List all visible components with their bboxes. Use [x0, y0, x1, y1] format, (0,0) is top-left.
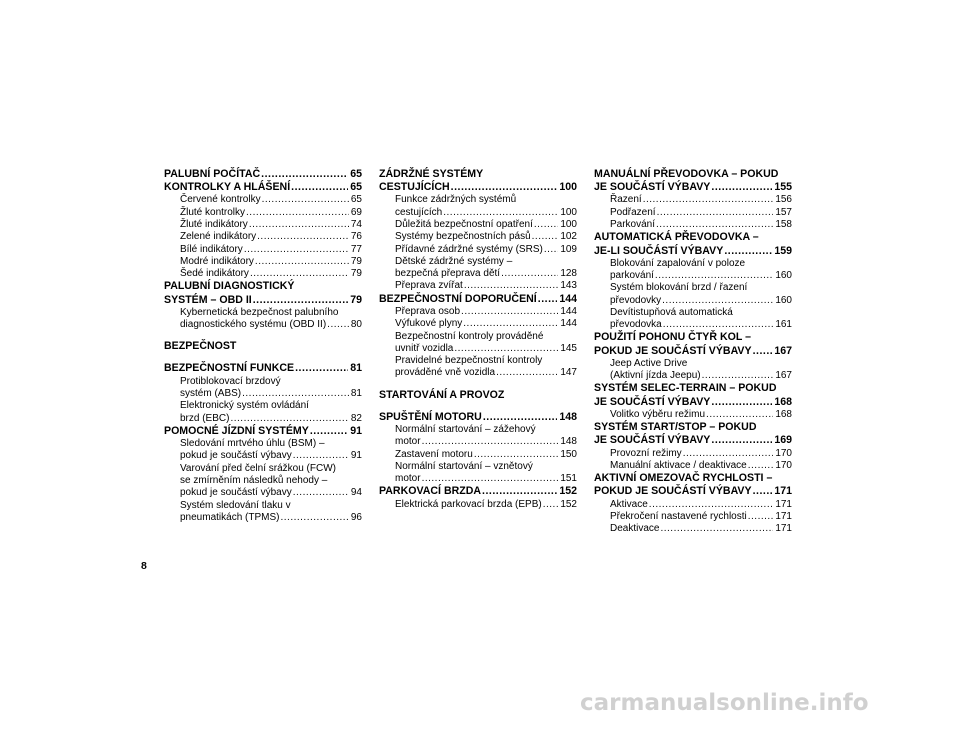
toc-entry — [594, 409, 792, 421]
dot-leader — [711, 396, 772, 409]
toc-entry — [164, 194, 362, 206]
dot-leader — [543, 499, 559, 511]
entry-title: diagnostického systému (OBD II) — [180, 319, 327, 331]
entry-title: Červené kontrolky — [180, 194, 261, 206]
toc-heading: MANUÁLNÍ PŘEVODOVKA – POKUD — [594, 168, 779, 180]
entry-title: (Aktivní jízda Jeepu) — [610, 370, 701, 382]
dot-leader — [482, 485, 557, 498]
dot-leader — [660, 523, 773, 535]
dot-leader — [711, 181, 772, 194]
dot-leader — [443, 207, 558, 219]
toc-heading — [164, 362, 362, 375]
entry-title: SPUŠTĚNÍ MOTORU — [379, 410, 482, 423]
toc-entry: Normální startování – zážehový — [395, 423, 536, 435]
entry-title: PALUBNÍ POČÍTAČ — [164, 168, 261, 180]
dot-leader — [538, 293, 558, 306]
toc-heading: PALUBNÍ DIAGNOSTICKÝ — [164, 280, 295, 293]
toc-entry: Systém sledování tlaku v — [180, 499, 291, 511]
toc-entry: Varování před čelní srážkou (FCW) — [180, 462, 336, 474]
toc-entry: Blokování zapalování v poloze — [610, 257, 746, 269]
entry-title: prováděné vně vozidla — [395, 367, 496, 379]
dot-leader — [748, 511, 774, 523]
entry-title: Řazení — [610, 194, 642, 206]
toc-entry — [379, 219, 577, 231]
page-ref: 170 — [775, 459, 792, 471]
dot-leader — [474, 449, 559, 461]
page-ref: 159 — [774, 244, 792, 257]
watermark: carmanualsonline.info — [580, 690, 869, 716]
entry-title: JE-LI SOUČÁSTÍ VÝBAVY — [594, 244, 724, 257]
toc-entry — [379, 207, 577, 219]
toc-entry: Systém blokování brzd / řazení — [610, 282, 748, 294]
dot-leader — [249, 219, 349, 231]
entry-title: POKUD JE SOUČÁSTÍ VÝBAVY — [594, 485, 752, 498]
toc-heading — [164, 425, 362, 438]
toc-entry — [379, 343, 577, 355]
page-ref: 102 — [560, 231, 577, 243]
dot-leader — [262, 194, 349, 206]
page-ref: 152 — [559, 485, 577, 498]
toc-entry: Pravidelné bezpečnostní kontroly — [395, 355, 543, 367]
toc-entry: Elektronický systém ovládání — [180, 400, 309, 412]
page-ref: 158 — [775, 219, 792, 230]
page-ref: 171 — [775, 523, 792, 535]
toc-entry — [164, 487, 362, 499]
dot-leader — [291, 181, 348, 194]
toc-entry: Protiblokovací brzdový — [180, 375, 281, 387]
page-ref: 80 — [350, 319, 362, 331]
page-ref: 65 — [350, 194, 362, 206]
page-ref: 91 — [350, 424, 362, 437]
toc-heading — [379, 485, 577, 498]
dot-leader — [461, 306, 558, 318]
dot-leader — [250, 268, 349, 280]
toc-heading — [594, 485, 792, 498]
toc-heading: AUTOMATICKÁ PŘEVODOVKA – — [594, 231, 759, 244]
page-ref: 155 — [774, 181, 792, 194]
entry-title: Důležitá bezpečnostní opatření — [395, 219, 533, 230]
page-ref: 168 — [774, 395, 792, 408]
entry-title: POKUD JE SOUČÁSTÍ VÝBAVY — [594, 344, 752, 357]
dot-leader — [753, 485, 773, 498]
entry-title: JE SOUČÁSTÍ VÝBAVY — [594, 434, 711, 447]
toc-entry — [379, 280, 577, 292]
dot-leader — [280, 512, 348, 524]
toc-entry — [594, 523, 792, 535]
page-ref: 65 — [350, 181, 362, 194]
dot-leader — [295, 362, 348, 375]
page-ref: 148 — [560, 436, 577, 448]
page-number: 8 — [141, 560, 147, 572]
page-ref: 100 — [560, 206, 577, 218]
dot-leader — [257, 231, 349, 243]
dot-leader — [663, 319, 774, 331]
dot-leader — [261, 168, 348, 181]
toc-heading — [594, 245, 792, 258]
page-ref: 167 — [775, 370, 792, 382]
entry-title: JE SOUČÁSTÍ VÝBAVY — [594, 181, 711, 194]
entry-title: převodovka — [610, 319, 662, 331]
dot-leader — [422, 473, 559, 485]
entry-title: Žluté kontrolky — [180, 206, 246, 218]
page-ref: 148 — [559, 410, 577, 423]
toc-entry: Sledování mrtvého úhlu (BSM) – — [180, 438, 325, 450]
toc-heading: SYSTÉM SELEC-TERRAIN – POKUD — [594, 382, 777, 395]
page-ref: 69 — [350, 206, 362, 218]
toc-entry — [594, 295, 792, 307]
toc-entry — [594, 270, 792, 282]
entry-title: BEZPEČNOSTNÍ FUNKCE — [164, 362, 295, 375]
toc-heading — [164, 181, 362, 194]
page-ref: 160 — [775, 270, 792, 281]
toc-entry — [594, 499, 792, 511]
dot-leader — [501, 268, 558, 280]
toc-entry — [164, 231, 362, 243]
page-ref: 81 — [350, 387, 362, 399]
page-ref: 171 — [774, 485, 792, 498]
toc-entry — [379, 473, 577, 485]
section-title: STARTOVÁNÍ A PROVOZ — [379, 388, 505, 401]
dot-leader — [534, 219, 558, 231]
page-ref: 161 — [775, 319, 792, 331]
toc-entry — [164, 413, 362, 425]
toc-heading — [164, 294, 362, 307]
entry-title: bezpečná přeprava dětí — [395, 268, 501, 280]
dot-leader — [451, 181, 558, 194]
page-ref: 150 — [560, 448, 577, 460]
page-ref: 151 — [560, 473, 577, 485]
entry-title: CESTUJÍCÍCH — [379, 181, 450, 194]
dot-leader — [532, 231, 559, 243]
toc-heading: ZÁDRŽNÉ SYSTÉMY — [379, 168, 484, 180]
toc-entry — [164, 207, 362, 219]
page-ref: 144 — [560, 318, 577, 330]
entry-title: Přeprava zvířat — [395, 280, 463, 292]
entry-title: uvnitř vozidla — [395, 342, 454, 354]
toc-heading — [379, 181, 577, 194]
page-ref: 145 — [560, 342, 577, 354]
entry-title: Šedé indikátory — [180, 268, 249, 280]
toc-heading — [594, 434, 792, 447]
page-ref: 152 — [560, 498, 577, 510]
dot-leader — [649, 499, 774, 511]
entry-title: KONTROLKY A HLÁŠENÍ — [164, 181, 291, 194]
toc-entry — [164, 319, 362, 331]
section-title: BEZPEČNOST — [164, 340, 237, 353]
page-ref: 156 — [775, 194, 792, 206]
dot-leader — [657, 207, 774, 219]
page-ref: 79 — [350, 268, 362, 280]
page-ref: 91 — [350, 450, 362, 462]
dot-leader — [544, 244, 558, 256]
toc-heading: AKTIVNÍ OMEZOVAČ RYCHLOSTI – — [594, 472, 773, 485]
toc-heading — [164, 168, 362, 181]
toc-entry — [164, 268, 362, 280]
toc-heading: SYSTÉM START/STOP – POKUD — [594, 421, 757, 434]
toc-heading — [594, 345, 792, 358]
entry-title: Žluté indikátory — [180, 219, 248, 230]
toc-column-2 — [379, 168, 577, 511]
page-ref: 74 — [350, 219, 362, 230]
toc-entry — [594, 370, 792, 382]
dot-leader — [711, 434, 772, 447]
entry-title: Zastavení motoru — [395, 448, 473, 460]
page-ref: 147 — [560, 367, 577, 379]
entry-title: Manuální aktivace / deaktivace — [610, 459, 747, 471]
entry-title: Elektrická parkovací brzda (EPB) — [395, 498, 542, 510]
dot-leader — [724, 245, 772, 258]
toc-entry — [379, 231, 577, 243]
toc-entry: Bezpečnostní kontroly prováděné — [395, 330, 544, 342]
entry-title: Systémy bezpečnostních pásů — [395, 231, 531, 243]
toc-entry — [594, 511, 792, 523]
entry-title: Zelené indikátory — [180, 231, 257, 243]
entry-title: parkování — [610, 270, 654, 281]
dot-leader — [255, 256, 349, 268]
toc-heading: POUŽITÍ POHONU ČTYŘ KOL – — [594, 331, 751, 344]
toc-entry — [594, 460, 792, 472]
toc-entry: se zmírněním následků nehody – — [180, 474, 328, 486]
toc-entry: Normální startování – vznětový — [395, 460, 533, 472]
toc-entry — [379, 499, 577, 511]
dot-leader — [293, 450, 349, 462]
entry-title: PARKOVACÍ BRZDA — [379, 485, 482, 498]
page-ref: 167 — [774, 344, 792, 357]
page-ref: 143 — [560, 280, 577, 292]
dot-leader — [246, 207, 349, 219]
dot-leader — [327, 319, 349, 331]
toc-column-1 — [164, 168, 362, 524]
entry-title: Parkování — [610, 219, 656, 230]
dot-leader — [706, 409, 773, 421]
toc-column-3 — [594, 168, 792, 535]
dot-leader — [655, 270, 773, 282]
entry-title: Aktivace — [610, 498, 648, 510]
page-ref: 96 — [350, 511, 362, 523]
toc-entry: Kybernetická bezpečnost palubního — [180, 306, 339, 318]
page-ref: 82 — [350, 412, 362, 424]
toc-entry — [164, 450, 362, 462]
toc-heading — [594, 396, 792, 409]
toc-heading — [379, 411, 577, 424]
toc-entry — [594, 448, 792, 460]
entry-title: Provozní režimy — [610, 447, 682, 459]
dot-leader — [496, 367, 558, 379]
toc-entry — [379, 268, 577, 280]
entry-title: Bílé indikátory — [180, 243, 243, 255]
toc-entry — [164, 512, 362, 524]
dot-leader — [753, 345, 773, 358]
toc-entry — [594, 219, 792, 231]
dot-leader — [662, 295, 773, 307]
page-ref: 169 — [774, 434, 792, 447]
page-ref: 144 — [560, 305, 577, 317]
page-ref: 100 — [560, 219, 577, 230]
toc-entry: Funkce zádržných systémů — [395, 194, 517, 206]
dot-leader — [422, 436, 559, 448]
dot-leader — [464, 280, 559, 292]
toc-entry — [164, 388, 362, 400]
toc-entry — [379, 318, 577, 330]
entry-title: brzd (EBC) — [180, 412, 230, 424]
entry-title: motor — [395, 436, 421, 448]
page-ref: 168 — [775, 408, 792, 420]
dot-leader — [310, 425, 348, 438]
toc-entry — [379, 306, 577, 318]
toc-entry — [594, 194, 792, 206]
entry-title: Podřazení — [610, 206, 656, 218]
entry-title: převodovky — [610, 294, 662, 306]
page-ref: 171 — [775, 510, 792, 522]
toc-entry — [594, 319, 792, 331]
toc-entry — [594, 207, 792, 219]
dot-leader — [253, 294, 348, 307]
dot-leader — [242, 388, 349, 400]
dot-leader — [244, 244, 349, 256]
page-ref: 157 — [775, 206, 792, 218]
entry-title: Překročení nastavené rychlosti — [610, 510, 747, 522]
toc-entry: Devítistupňová automatická — [610, 306, 733, 318]
entry-title: BEZPEČNOSTNÍ DOPORUČENÍ — [379, 292, 537, 305]
toc-entry: Jeep Active Drive — [610, 357, 688, 369]
dot-leader — [293, 487, 349, 499]
entry-title: pokud je součástí výbavy — [180, 487, 292, 499]
entry-title: POMOCNÉ JÍZDNÍ SYSTÉMY — [164, 424, 309, 437]
page-ref: 77 — [350, 243, 362, 255]
toc-entry — [164, 244, 362, 256]
toc-entry — [379, 244, 577, 256]
entry-title: JE SOUČÁSTÍ VÝBAVY — [594, 395, 711, 408]
dot-leader — [748, 460, 774, 472]
toc-entry: Dětské zádržné systémy – — [395, 255, 513, 267]
page-ref: 160 — [775, 294, 792, 306]
toc-entry — [379, 449, 577, 461]
dot-leader — [643, 194, 774, 206]
dot-leader — [230, 413, 348, 425]
page-ref: 171 — [775, 498, 792, 510]
toc-entry — [164, 219, 362, 231]
toc-entry — [164, 256, 362, 268]
page-ref: 170 — [775, 447, 792, 459]
entry-title: cestujících — [395, 206, 443, 218]
page-ref: 65 — [350, 168, 362, 180]
entry-title: SYSTÉM – OBD II — [164, 293, 252, 306]
dot-leader — [656, 219, 773, 231]
entry-title: Přídavné zádržné systémy (SRS) — [395, 243, 543, 255]
entry-title: pokud je součástí výbavy — [180, 450, 292, 462]
toc-heading — [379, 293, 577, 306]
toc-heading — [594, 181, 792, 194]
entry-title: motor — [395, 473, 421, 485]
page-ref: 144 — [559, 292, 577, 305]
page-ref: 81 — [350, 362, 362, 375]
dot-leader — [683, 448, 774, 460]
dot-leader — [702, 370, 774, 382]
page-ref: 79 — [350, 293, 362, 306]
toc-entry — [379, 367, 577, 379]
entry-title: systém (ABS) — [180, 387, 242, 399]
entry-title: Modré indikátory — [180, 255, 254, 267]
page-ref: 79 — [350, 255, 362, 267]
page-ref: 94 — [350, 487, 362, 499]
page-ref: 76 — [350, 231, 362, 243]
entry-title: Výfukové plyny — [395, 318, 463, 330]
dot-leader — [454, 343, 558, 355]
page-ref: 100 — [559, 181, 577, 194]
page-ref: 128 — [560, 268, 577, 280]
dot-leader — [463, 318, 558, 330]
entry-title: Volitko výběru režimu — [610, 408, 706, 420]
page-ref: 109 — [560, 243, 577, 255]
toc-entry — [379, 436, 577, 448]
dot-leader — [483, 411, 558, 424]
entry-title: Přeprava osob — [395, 305, 461, 317]
entry-title: Deaktivace — [610, 523, 660, 535]
entry-title: pneumatikách (TPMS) — [180, 511, 280, 523]
